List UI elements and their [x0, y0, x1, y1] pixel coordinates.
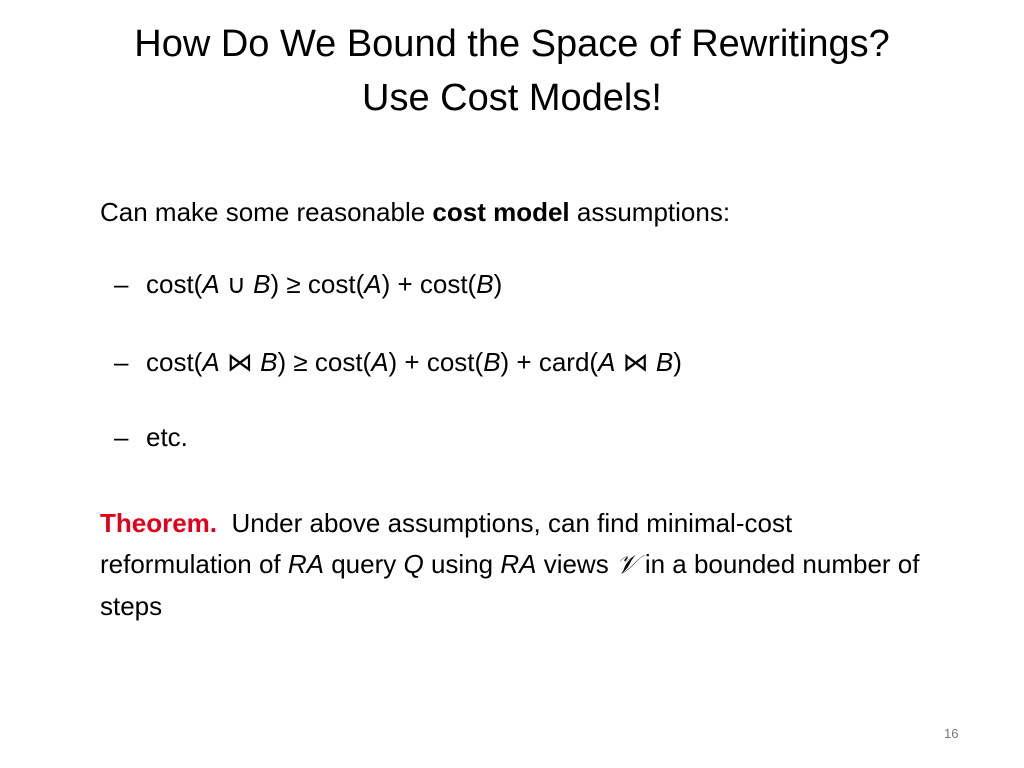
- bullet-union-cost: [114, 269, 502, 299]
- bullet-2-part: ) ≥ cost(: [277, 347, 372, 377]
- bullet-1-part: ) ≥ cost(: [270, 269, 365, 299]
- theorem-text: using: [423, 549, 501, 579]
- bullet-1-part: ) + cost(: [381, 269, 477, 299]
- var-a: A: [598, 347, 616, 377]
- bullet-2-part: ) + card(: [500, 347, 599, 377]
- var-a: A: [202, 347, 220, 377]
- slide-title-line-1: How Do We Bound the Space of Rewritings?: [134, 23, 890, 65]
- intro-prefix: Can make some reasonable: [100, 197, 433, 227]
- var-a: A: [202, 269, 220, 299]
- ra-term: RA: [287, 549, 324, 579]
- bullet-2-part: ) + cost(: [388, 347, 484, 377]
- join-operator: ⋈: [615, 347, 656, 377]
- var-b: B: [253, 269, 271, 299]
- theorem-label: Theorem.: [100, 508, 218, 538]
- var-b: B: [260, 347, 278, 377]
- query-var: Q: [403, 549, 424, 579]
- theorem-text: Under above assumptions, can find minimal-cost reformulation of: [100, 508, 800, 579]
- page-number: 16: [944, 726, 959, 741]
- theorem-text: views: [536, 549, 616, 579]
- bullet-1-part: cost(: [146, 269, 203, 299]
- bullet-dash: –: [114, 269, 129, 299]
- bullet-etc: [114, 422, 188, 452]
- var-a: A: [364, 269, 382, 299]
- intro-bold-term: cost model: [432, 197, 570, 227]
- bullet-dash: –: [114, 347, 129, 377]
- var-b: B: [476, 269, 494, 299]
- bullet-2-part: cost(: [146, 347, 203, 377]
- bullet-1-part: ): [493, 269, 503, 299]
- theorem-text: in a bounded number of steps: [100, 549, 920, 621]
- bullet-2-part: ): [673, 347, 682, 377]
- var-b: B: [483, 347, 501, 377]
- intro-text: [100, 197, 730, 227]
- theorem-statement: [100, 503, 940, 627]
- intro-suffix: assumptions:: [569, 197, 731, 227]
- union-operator: ∪: [219, 269, 254, 299]
- bullet-3-text: etc.: [146, 422, 188, 452]
- var-b: B: [655, 347, 674, 377]
- slide-title-line-2: Use Cost Models!: [362, 77, 662, 119]
- bullet-join-cost: [114, 347, 682, 377]
- theorem-text: query: [324, 549, 404, 579]
- bullet-dash: –: [114, 422, 129, 452]
- join-operator: ⋈: [219, 347, 261, 377]
- views-symbol: 𝒱: [615, 550, 638, 580]
- ra-term: RA: [500, 549, 537, 579]
- var-a: A: [371, 347, 389, 377]
